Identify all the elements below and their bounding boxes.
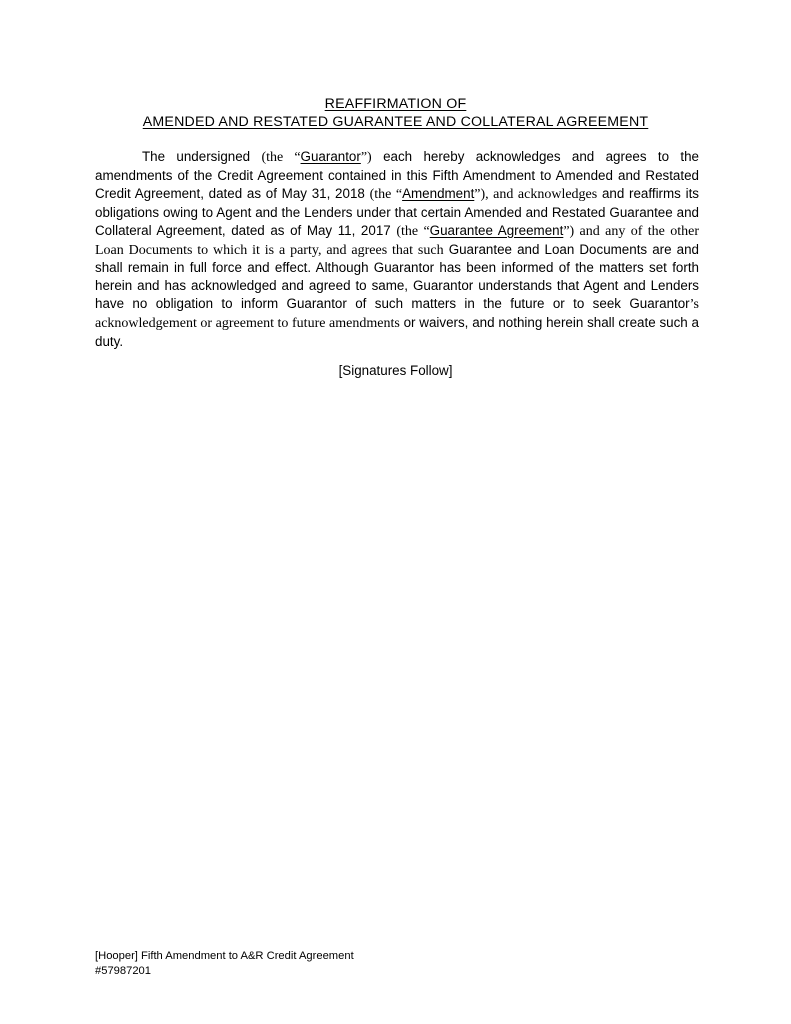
paragraph-segment: ”), and acknowledges (474, 186, 598, 202)
paragraph-segment: Guarantee and Loan Documents are and shall remain in full force and effect. Although Guarantor has been informed of the matters set forth herein and has acknowledged and agreed to same, Guarantor understands that Agent and Lenders have no obligation to inform Guarantor of such matters in the future or to seek Guarantor (95, 241, 700, 312)
paragraph-segment: ”) and any of the other Loan Documents to which it is a party, and agrees that such (95, 223, 700, 258)
footer-document-number: #57987201 (95, 964, 151, 977)
defined-term-guarantor: Guarantor (300, 149, 361, 164)
defined-term-amendment: Amendment (402, 185, 475, 201)
paragraph-segment: ”) (360, 150, 372, 165)
paragraph-segment: or waivers, and nothing herein shall create such a duty. (95, 315, 699, 350)
paragraph-segment: each hereby acknowledges and agrees to the amendments of the Credit Agreement contained in this Fifth Amendment to Amended and Restated Credit Agreement, dated as of May 31, 2018 (95, 149, 699, 201)
paragraph-segment: and reaffirms its obligations owing to Agent and the Lenders under that certain Amended and Restated Guarantee and Collateral Agreement, dated as of May 11, 2017 (95, 185, 699, 238)
paragraph-segment: (the “ (396, 223, 430, 239)
reaffirmation-paragraph (95, 148, 699, 351)
signatures-follow-note: [Signatures Follow] (338, 363, 453, 378)
document-title-line-1: REAFFIRMATION OF (324, 96, 467, 112)
document-title-line-2: AMENDED AND RESTATED GUARANTEE AND COLLATERAL AGREEMENT (142, 114, 649, 130)
paragraph-segment: (the “ (369, 186, 403, 202)
paragraph-segment: (the “ (261, 150, 301, 165)
footer-document-name: [Hooper] Fifth Amendment to A&R Credit Agreement (95, 950, 354, 962)
paragraph-segment: The undersigned (142, 149, 262, 164)
defined-term-guarantee-agreement: Guarantee Agreement (429, 222, 564, 238)
document-footer (95, 949, 354, 978)
paragraph-segment: ’s acknowledgement or agreement to future amendments (95, 297, 699, 332)
